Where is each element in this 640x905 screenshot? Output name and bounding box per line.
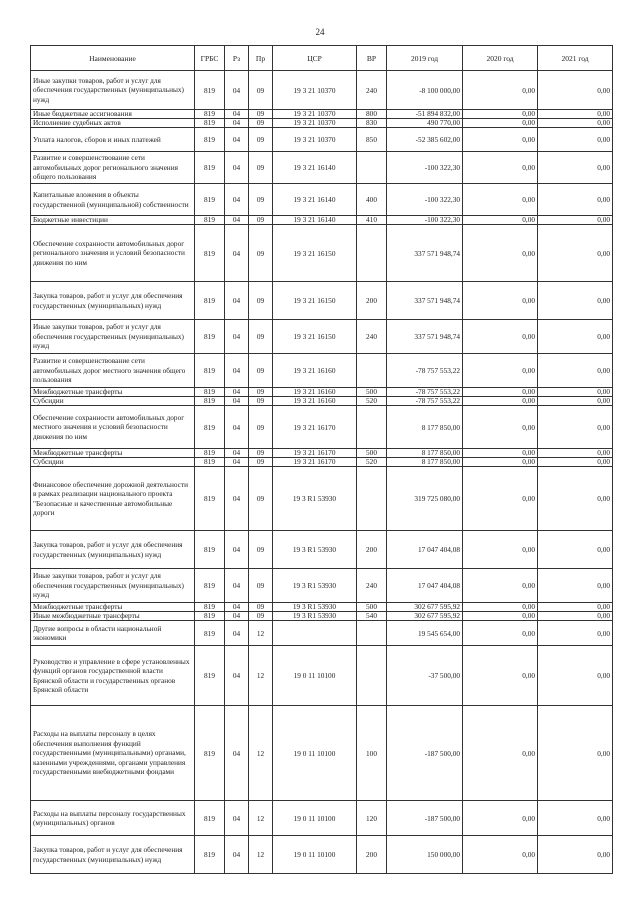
table-row [31, 531, 613, 569]
row-grbs: 819 [195, 621, 225, 646]
row-grbs: 819 [195, 531, 225, 569]
row-csr: 19 3 21 16140 [273, 152, 357, 184]
row-2020: 0,00 [463, 71, 538, 110]
header-grbs: ГРБС [195, 46, 225, 71]
row-name: Закупка товаров, работ и услуг для обеспечения государственных (муниципальных) нужд [31, 282, 195, 320]
table-row [31, 320, 613, 354]
table-row [31, 282, 613, 320]
row-grbs: 819 [195, 836, 225, 874]
row-vr: 540 [357, 612, 387, 621]
row-2019: 319 725 080,00 [387, 467, 463, 531]
row-2020: 0,00 [463, 603, 538, 612]
row-rz: 04 [225, 646, 249, 706]
row-2020: 0,00 [463, 467, 538, 531]
row-2020: 0,00 [463, 449, 538, 458]
row-rz: 04 [225, 801, 249, 836]
row-csr: 19 3 21 16170 [273, 449, 357, 458]
row-rz: 04 [225, 282, 249, 320]
row-name: Закупка товаров, работ и услуг для обеспечения государственных (муниципальных) нужд [31, 531, 195, 569]
row-grbs: 819 [195, 388, 225, 397]
table-row [31, 706, 613, 801]
row-pr: 09 [249, 603, 273, 612]
row-pr: 09 [249, 128, 273, 152]
row-2021: 0,00 [538, 388, 613, 397]
table-row [31, 71, 613, 110]
row-2019: -100 322,30 [387, 216, 463, 225]
row-2020: 0,00 [463, 110, 538, 119]
row-grbs: 819 [195, 354, 225, 388]
row-vr: 120 [357, 801, 387, 836]
row-vr: 200 [357, 282, 387, 320]
row-2021: 0,00 [538, 603, 613, 612]
row-name: Финансовое обеспечение дорожной деятельности в рамках реализации национального проекта "Безопасные и качественные автомобильные дороги [31, 467, 195, 531]
row-grbs: 819 [195, 282, 225, 320]
row-csr: 19 3 21 16140 [273, 184, 357, 216]
table-row [31, 225, 613, 282]
row-csr: 19 3 R1 53930 [273, 531, 357, 569]
row-2020: 0,00 [463, 216, 538, 225]
row-2021: 0,00 [538, 184, 613, 216]
row-grbs: 819 [195, 71, 225, 110]
row-2021: 0,00 [538, 282, 613, 320]
row-2021: 0,00 [538, 458, 613, 467]
table-row [31, 128, 613, 152]
row-vr: 410 [357, 216, 387, 225]
row-2020: 0,00 [463, 184, 538, 216]
row-rz: 04 [225, 388, 249, 397]
row-csr: 19 3 21 16170 [273, 406, 357, 449]
row-vr: 520 [357, 458, 387, 467]
row-2019: -51 894 832,00 [387, 110, 463, 119]
row-rz: 04 [225, 71, 249, 110]
row-name: Руководство и управление в сфере установленных функций органов государственной власти Брянской области и государственных органов Брянской области [31, 646, 195, 706]
row-rz: 04 [225, 836, 249, 874]
row-rz: 04 [225, 152, 249, 184]
row-pr: 09 [249, 449, 273, 458]
row-pr: 09 [249, 467, 273, 531]
row-grbs: 819 [195, 184, 225, 216]
table-row [31, 612, 613, 621]
row-2021: 0,00 [538, 110, 613, 119]
row-rz: 04 [225, 397, 249, 406]
row-grbs: 819 [195, 646, 225, 706]
row-2021: 0,00 [538, 119, 613, 128]
row-name: Обеспечение сохранности автомобильных дорог местного значения и условий безопасности движения по ним [31, 406, 195, 449]
row-name: Уплата налогов, сборов и иных платежей [31, 128, 195, 152]
row-2020: 0,00 [463, 531, 538, 569]
row-2021: 0,00 [538, 354, 613, 388]
row-2019: -187 500,00 [387, 801, 463, 836]
row-name: Бюджетные инвестиции [31, 216, 195, 225]
row-grbs: 819 [195, 612, 225, 621]
row-2021: 0,00 [538, 646, 613, 706]
row-rz: 04 [225, 569, 249, 603]
row-pr: 09 [249, 406, 273, 449]
row-name: Субсидии [31, 397, 195, 406]
row-vr: 520 [357, 397, 387, 406]
row-2020: 0,00 [463, 406, 538, 449]
row-csr [273, 621, 357, 646]
header-name: Наименование [31, 46, 195, 71]
row-2019: -78 757 553,22 [387, 354, 463, 388]
table-row [31, 621, 613, 646]
row-2020: 0,00 [463, 646, 538, 706]
row-rz: 04 [225, 110, 249, 119]
row-2021: 0,00 [538, 216, 613, 225]
row-pr: 09 [249, 216, 273, 225]
row-pr: 12 [249, 621, 273, 646]
row-pr: 09 [249, 354, 273, 388]
row-vr [357, 621, 387, 646]
row-vr [357, 354, 387, 388]
table-row [31, 458, 613, 467]
row-vr: 240 [357, 320, 387, 354]
header-pr: Пр [249, 46, 273, 71]
row-pr: 09 [249, 397, 273, 406]
row-csr: 19 3 21 16150 [273, 225, 357, 282]
row-pr: 12 [249, 646, 273, 706]
row-rz: 04 [225, 531, 249, 569]
row-2021: 0,00 [538, 397, 613, 406]
header-vr: ВР [357, 46, 387, 71]
row-2019: 8 177 850,00 [387, 406, 463, 449]
row-rz: 04 [225, 225, 249, 282]
table-row [31, 467, 613, 531]
row-csr: 19 0 11 10100 [273, 801, 357, 836]
table-row [31, 216, 613, 225]
table-row [31, 110, 613, 119]
row-rz: 04 [225, 406, 249, 449]
table-row [31, 836, 613, 874]
row-csr: 19 3 21 10370 [273, 71, 357, 110]
row-csr: 19 3 21 16160 [273, 397, 357, 406]
row-2020: 0,00 [463, 282, 538, 320]
row-2020: 0,00 [463, 458, 538, 467]
row-grbs: 819 [195, 216, 225, 225]
row-grbs: 819 [195, 569, 225, 603]
row-2020: 0,00 [463, 397, 538, 406]
row-name: Расходы на выплаты персоналу в целях обеспечения выполнения функций государственными (муниципальными) органами, казенными учреждениями, органами управления государственными внебюджетными фондами [31, 706, 195, 801]
row-rz: 04 [225, 184, 249, 216]
row-pr: 09 [249, 388, 273, 397]
row-name: Иные закупки товаров, работ и услуг для обеспечения государственных (муниципальных) нужд [31, 71, 195, 110]
table-row [31, 801, 613, 836]
header-rz: Рз [225, 46, 249, 71]
table-header-row [31, 46, 613, 71]
row-csr: 19 0 11 10100 [273, 706, 357, 801]
row-2021: 0,00 [538, 225, 613, 282]
row-2020: 0,00 [463, 119, 538, 128]
table-row [31, 119, 613, 128]
row-name: Межбюджетные трансферты [31, 388, 195, 397]
row-2019: -78 757 553,22 [387, 388, 463, 397]
table-row [31, 406, 613, 449]
row-name: Исполнение судебных актов [31, 119, 195, 128]
row-name: Другие вопросы в области национальной экономики [31, 621, 195, 646]
row-2019: 19 545 654,00 [387, 621, 463, 646]
row-rz: 04 [225, 128, 249, 152]
row-vr: 850 [357, 128, 387, 152]
row-grbs: 819 [195, 110, 225, 119]
row-2021: 0,00 [538, 406, 613, 449]
row-2019: -78 757 553,22 [387, 397, 463, 406]
row-vr: 830 [357, 119, 387, 128]
row-pr: 09 [249, 458, 273, 467]
row-rz: 04 [225, 612, 249, 621]
row-2019: -100 322,30 [387, 152, 463, 184]
row-pr: 12 [249, 706, 273, 801]
row-name: Иные бюджетные ассигнования [31, 110, 195, 119]
row-rz: 04 [225, 467, 249, 531]
row-pr: 12 [249, 801, 273, 836]
row-vr [357, 467, 387, 531]
row-name: Капитальные вложения в объекты государственной (муниципальной) собственности [31, 184, 195, 216]
row-grbs: 819 [195, 128, 225, 152]
row-rz: 04 [225, 320, 249, 354]
row-csr: 19 0 11 10100 [273, 646, 357, 706]
row-2021: 0,00 [538, 71, 613, 110]
budget-table [30, 45, 613, 874]
table-row [31, 354, 613, 388]
row-grbs: 819 [195, 801, 225, 836]
row-pr: 12 [249, 836, 273, 874]
row-2019: 337 571 948,74 [387, 225, 463, 282]
row-rz: 04 [225, 216, 249, 225]
row-2019: 302 677 595,92 [387, 603, 463, 612]
row-2020: 0,00 [463, 388, 538, 397]
row-2021: 0,00 [538, 152, 613, 184]
row-2020: 0,00 [463, 128, 538, 152]
row-csr: 19 3 21 16170 [273, 458, 357, 467]
table-row [31, 646, 613, 706]
row-2019: 337 571 948,74 [387, 282, 463, 320]
row-csr: 19 3 R1 53930 [273, 612, 357, 621]
row-vr: 100 [357, 706, 387, 801]
row-csr: 19 3 21 10370 [273, 119, 357, 128]
row-name: Расходы на выплаты персоналу государственных (муниципальных) органов [31, 801, 195, 836]
row-2020: 0,00 [463, 706, 538, 801]
row-vr: 240 [357, 569, 387, 603]
row-vr: 200 [357, 836, 387, 874]
row-csr: 19 3 21 16160 [273, 354, 357, 388]
row-pr: 09 [249, 184, 273, 216]
table-row [31, 184, 613, 216]
row-pr: 09 [249, 320, 273, 354]
row-2019: -37 500,00 [387, 646, 463, 706]
row-rz: 04 [225, 119, 249, 128]
row-vr: 800 [357, 110, 387, 119]
row-2021: 0,00 [538, 706, 613, 801]
table-row [31, 603, 613, 612]
row-2020: 0,00 [463, 225, 538, 282]
row-2020: 0,00 [463, 569, 538, 603]
row-2020: 0,00 [463, 612, 538, 621]
row-vr: 500 [357, 388, 387, 397]
row-pr: 09 [249, 282, 273, 320]
row-csr: 19 3 R1 53930 [273, 569, 357, 603]
row-2019: 302 677 595,92 [387, 612, 463, 621]
row-vr: 400 [357, 184, 387, 216]
row-vr [357, 152, 387, 184]
row-grbs: 819 [195, 449, 225, 458]
table-row [31, 569, 613, 603]
row-rz: 04 [225, 354, 249, 388]
row-rz: 04 [225, 603, 249, 612]
row-2021: 0,00 [538, 531, 613, 569]
row-grbs: 819 [195, 406, 225, 449]
row-2021: 0,00 [538, 801, 613, 836]
row-2019: -187 500,00 [387, 706, 463, 801]
row-grbs: 819 [195, 152, 225, 184]
row-2020: 0,00 [463, 801, 538, 836]
row-pr: 09 [249, 71, 273, 110]
row-csr: 19 3 21 16140 [273, 216, 357, 225]
row-grbs: 819 [195, 397, 225, 406]
row-pr: 09 [249, 531, 273, 569]
header-2020: 2020 год [463, 46, 538, 71]
table-row [31, 388, 613, 397]
row-name: Межбюджетные трансферты [31, 449, 195, 458]
row-name: Иные закупки товаров, работ и услуг для обеспечения государственных (муниципальных) нужд [31, 569, 195, 603]
row-2021: 0,00 [538, 467, 613, 531]
row-csr: 19 3 R1 53930 [273, 467, 357, 531]
row-pr: 09 [249, 110, 273, 119]
row-rz: 04 [225, 449, 249, 458]
row-2019: 490 770,00 [387, 119, 463, 128]
row-name: Развитие и совершенствование сети автомобильных дорог местного значения общего пользования [31, 354, 195, 388]
row-2020: 0,00 [463, 320, 538, 354]
row-2019: 150 000,00 [387, 836, 463, 874]
row-csr: 19 3 R1 53930 [273, 603, 357, 612]
row-vr [357, 646, 387, 706]
row-2019: 8 177 850,00 [387, 458, 463, 467]
row-vr [357, 406, 387, 449]
row-name: Иные межбюджетные трансферты [31, 612, 195, 621]
row-2019: -8 100 000,00 [387, 71, 463, 110]
table-row [31, 397, 613, 406]
row-name: Субсидии [31, 458, 195, 467]
row-2021: 0,00 [538, 612, 613, 621]
row-grbs: 819 [195, 603, 225, 612]
row-2020: 0,00 [463, 152, 538, 184]
row-2021: 0,00 [538, 621, 613, 646]
row-2019: 17 047 404,08 [387, 531, 463, 569]
table-row [31, 449, 613, 458]
row-2021: 0,00 [538, 320, 613, 354]
row-rz: 04 [225, 458, 249, 467]
row-2020: 0,00 [463, 836, 538, 874]
row-rz: 04 [225, 706, 249, 801]
row-vr: 500 [357, 603, 387, 612]
row-name: Обеспечение сохранности автомобильных дорог регионального значения и условий безопасности движения по ним [31, 225, 195, 282]
row-name: Развитие и совершенствование сети автомобильных дорог регионального значения общего пользования [31, 152, 195, 184]
row-grbs: 819 [195, 467, 225, 531]
row-csr: 19 3 21 16150 [273, 282, 357, 320]
row-pr: 09 [249, 569, 273, 603]
row-name: Закупка товаров, работ и услуг для обеспечения государственных (муниципальных) нужд [31, 836, 195, 874]
row-grbs: 819 [195, 225, 225, 282]
page-number: 24 [315, 27, 325, 37]
row-csr: 19 3 21 16150 [273, 320, 357, 354]
row-pr: 09 [249, 152, 273, 184]
row-2019: 17 047 404,08 [387, 569, 463, 603]
row-csr: 19 3 21 16160 [273, 388, 357, 397]
row-csr: 19 3 21 10370 [273, 110, 357, 119]
row-vr: 200 [357, 531, 387, 569]
table-row [31, 152, 613, 184]
row-grbs: 819 [195, 119, 225, 128]
row-vr: 500 [357, 449, 387, 458]
header-2021: 2021 год [538, 46, 613, 71]
row-name: Межбюджетные трансферты [31, 603, 195, 612]
row-vr: 240 [357, 71, 387, 110]
row-pr: 09 [249, 119, 273, 128]
row-csr: 19 3 21 10370 [273, 128, 357, 152]
row-2021: 0,00 [538, 128, 613, 152]
row-grbs: 819 [195, 706, 225, 801]
row-csr: 19 0 11 10100 [273, 836, 357, 874]
row-pr: 09 [249, 612, 273, 621]
row-grbs: 819 [195, 320, 225, 354]
row-2021: 0,00 [538, 569, 613, 603]
row-2019: -52 385 602,00 [387, 128, 463, 152]
row-2020: 0,00 [463, 621, 538, 646]
header-2019: 2019 год [387, 46, 463, 71]
row-name: Иные закупки товаров, работ и услуг для обеспечения государственных (муниципальных) нужд [31, 320, 195, 354]
row-vr [357, 225, 387, 282]
row-2019: 337 571 948,74 [387, 320, 463, 354]
row-pr: 09 [249, 225, 273, 282]
row-2019: 8 177 850,00 [387, 449, 463, 458]
row-2019: -100 322,30 [387, 184, 463, 216]
header-csr: ЦСР [273, 46, 357, 71]
row-rz: 04 [225, 621, 249, 646]
row-2021: 0,00 [538, 836, 613, 874]
row-2020: 0,00 [463, 354, 538, 388]
row-grbs: 819 [195, 458, 225, 467]
row-2021: 0,00 [538, 449, 613, 458]
